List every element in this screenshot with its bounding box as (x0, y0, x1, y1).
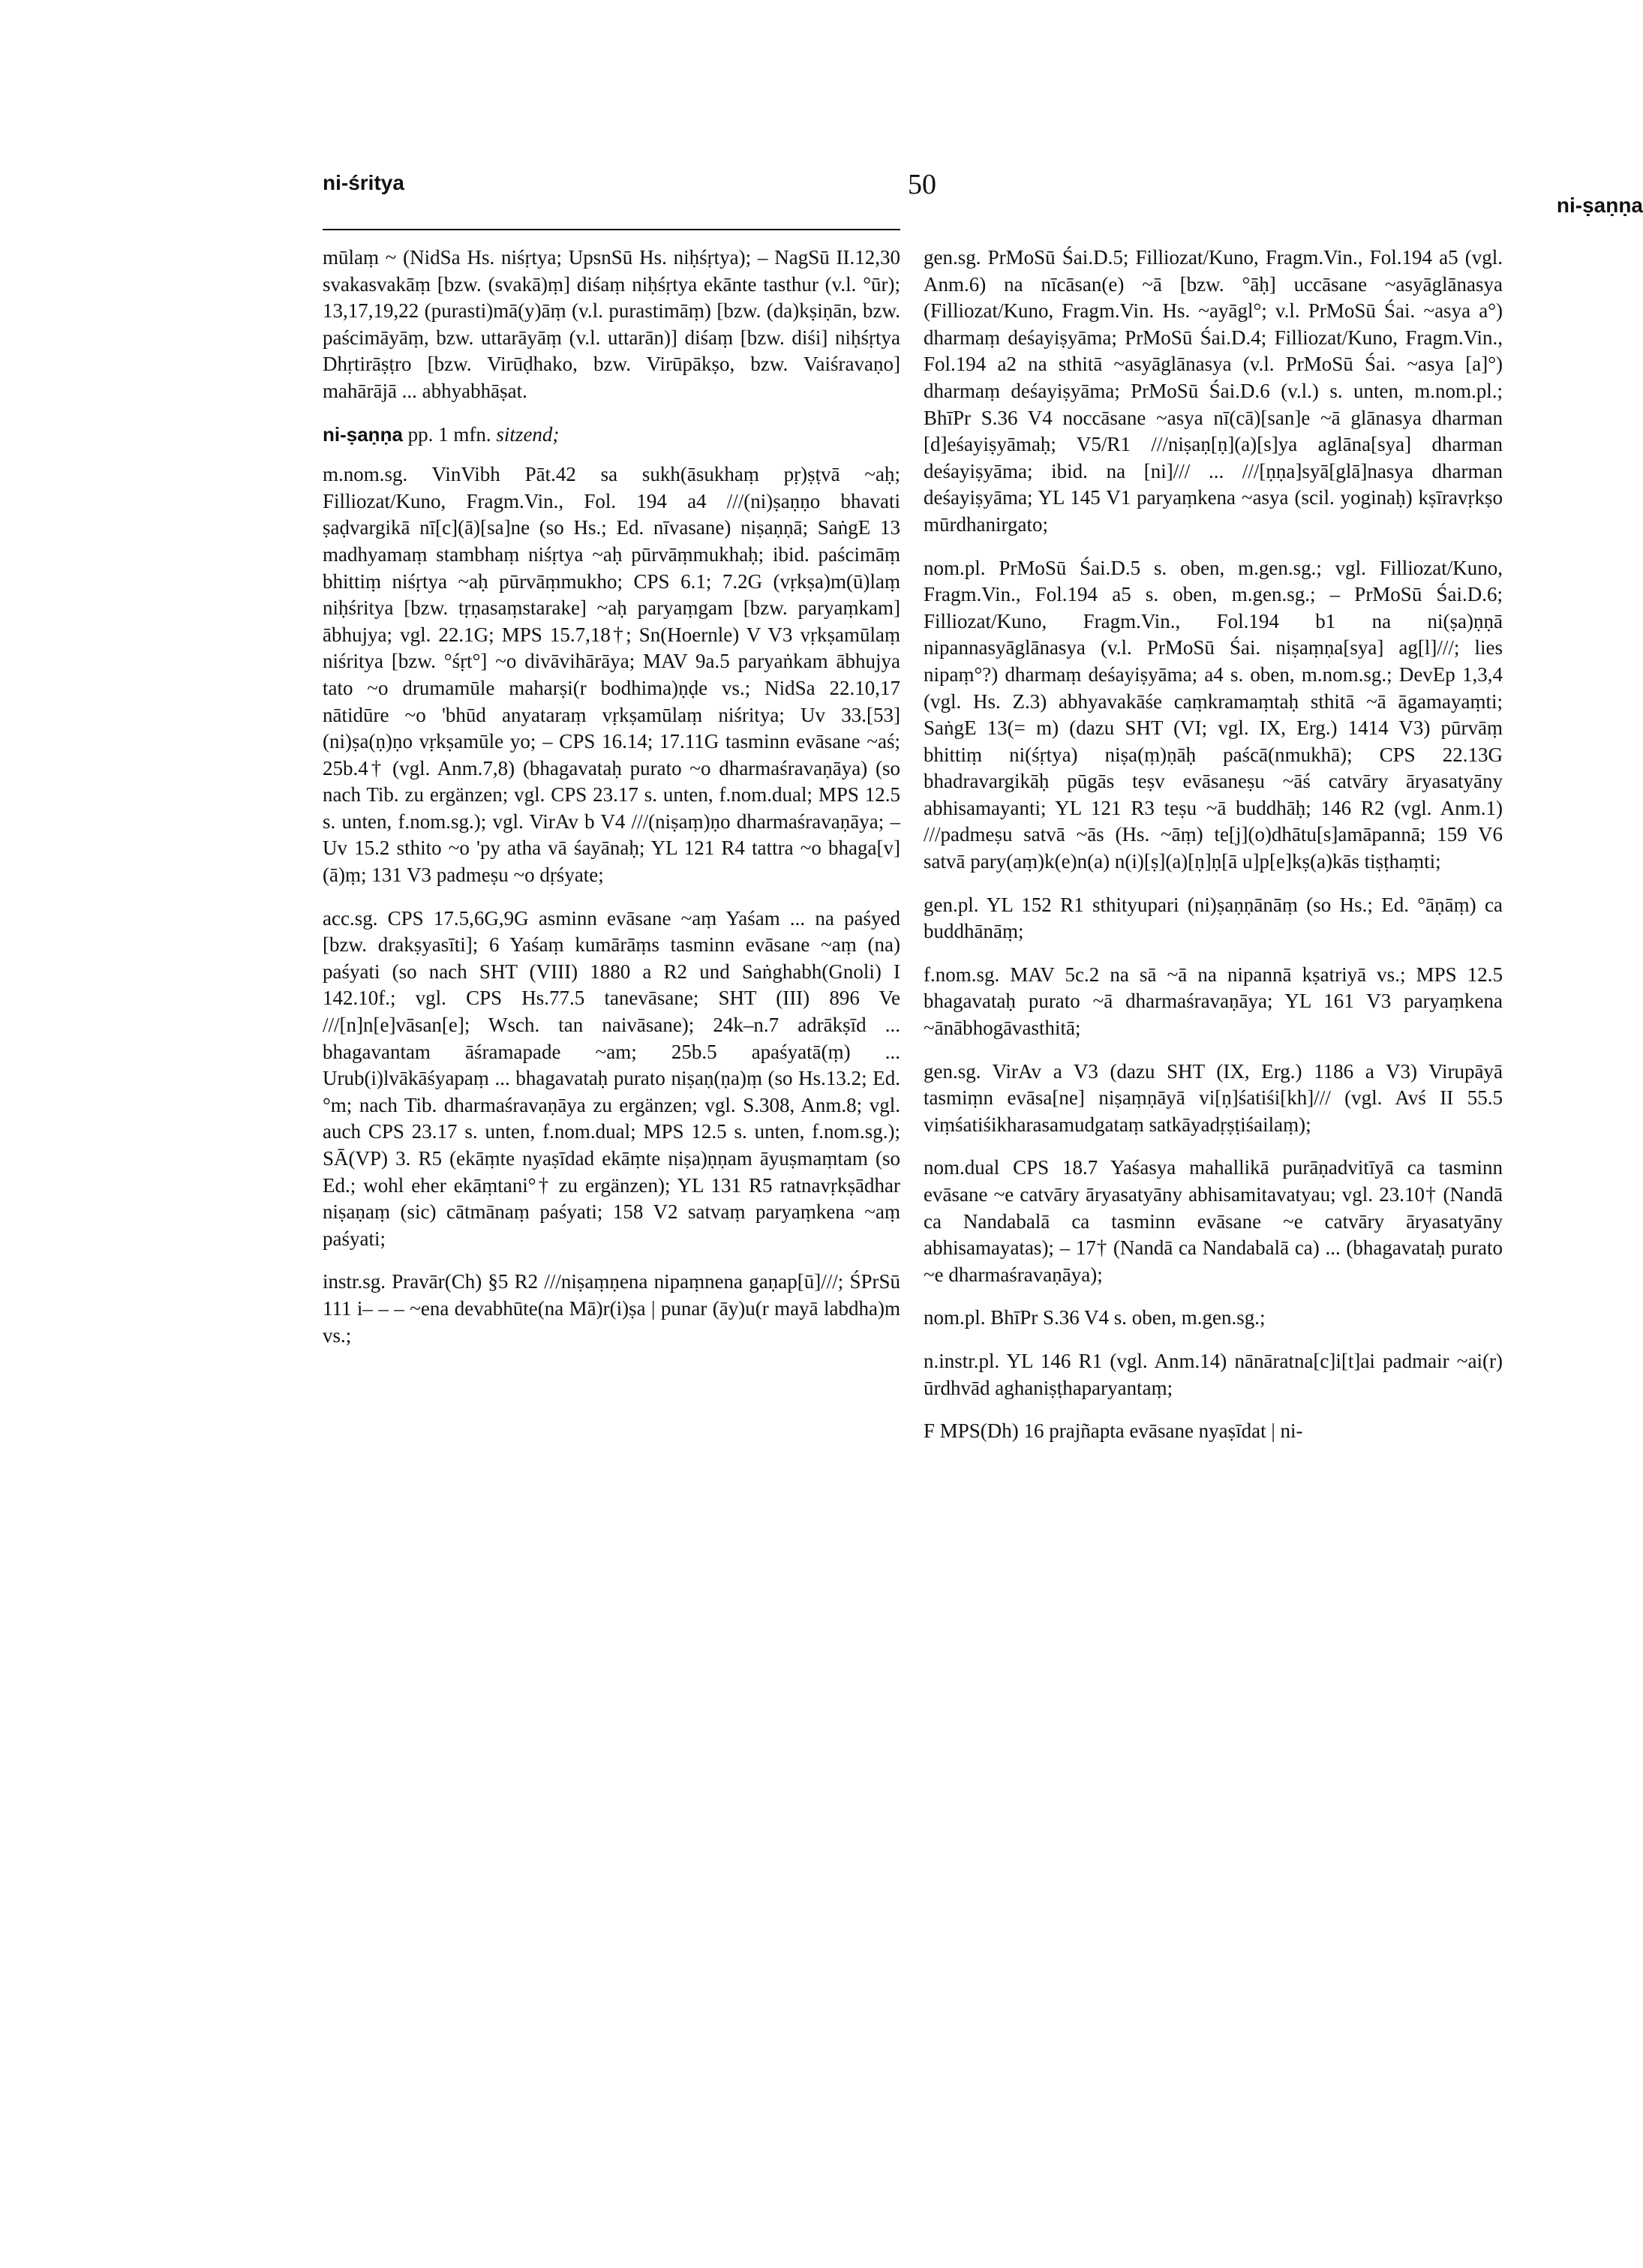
right-column (924, 245, 1503, 1461)
part-of-speech: pp. 1 mfn. (407, 422, 491, 446)
paragraph-m-nom-sg: m.nom.sg. VinVibh Pāt.42 sa sukh(āsukhaṃ pṛ)ṣṭvā ~aḥ; Filliozat/Kuno, Fragm.Vin., Fol. 194 a4 ///(ni)ṣaṇṇo bhavati ṣaḍvargikā nī[c](ā)[sa]ne (so Hs.; Ed. nīvasane) niṣaṇṇā; SaṅgE 13 madhyamaṃ stambhaṃ niśṛtya ~aḥ pūrvāṃmukhaḥ; ibid. paścimāṃ bhittiṃ niśṛtya ~aḥ pūrvāṃmukho; CPS 6.1; 7.2G (vṛkṣa)m(ū)laṃ niḥśritya [bzw. tṛṇasaṃstarake] ~aḥ paryaṃgam [bzw. paryaṃkam] ābhujya; vgl. 22.1G; MPS 15.7,18†; Sn(Hoernle) V V3 vṛkṣamūlaṃ niśritya [bzw. °śṛt°] ~o divāvihārāya; MAV 9a.5 paryaṅkam ābhujya tato ~o drumamūle maharṣi(r bodhima)ṇḍe vs.; NidSa 22.10,17 nātidūre ~o 'bhūd anyataraṃ vṛkṣamūlaṃ niśritya; Uv 33.[53] (ni)ṣa(ṇ)ṇo vṛkṣamūle yo; – CPS 16.14; 17.11G tasminn evāsane ~aś; 25b.4† (vgl. Anm.7,8) (bhagavataḥ purato ~o dharmaśravaṇāya) (so nach Tib. zu ergänzen; vgl. CPS 23.17 s. unten, f.nom.dual; MPS 12.5 s. unten, f.nom.sg.); vgl. VirAv b V4 ///(niṣaṃ)ṇo dharmaśravaṇāya; – Uv 15.2 sthito ~o 'py atha vā śayānaḥ; YL 121 R4 tattra ~o bhaga[v](ā)ṃ; 131 V3 padmeṣu ~o dṛśyate; (323, 463, 900, 887)
entry-heading (323, 422, 900, 449)
paragraph-gen-pl: gen.pl. YL 152 R1 sthityupari (ni)ṣaṇṇānāṃ (so Hs.; Ed. °āṇāṃ) ca buddhānāṃ; (924, 893, 1503, 943)
paragraph-f-section: F MPS(Dh) 16 prajñapta evāsane nyaṣīdat | ni- (924, 1419, 1303, 1443)
paragraph-continuation: mūlaṃ ~ (NidSa Hs. niśṛtya; UpsnSū Hs. niḥśṛtya); – NagSū II.12,30 svakasvakāṃ [bzw. (svakā)ṃ] diśaṃ niḥśṛtya ekānte tasthur (v.l. °ūr); 13,17,19,22 (purasti)mā(y)āṃ (v.l. purastimāṃ) [bzw. (da)kṣiṇān, bzw. paścimāyāṃ, bzw. uttarāyāṃ (v.l. uttarān)] diśaṃ [bzw. diśi] niḥśṛtya Dhṛtirāṣṭro [bzw. Virūḍhako, bzw. Virūpākṣo, bzw. Vaiśravaṇo] mahārājā ... abhyabhāṣat. (323, 246, 900, 402)
page-number: 50 (908, 169, 936, 200)
paragraph-f-nom-pl: nom.pl. BhīPr S.36 V4 s. oben, m.gen.sg.; (924, 1306, 1266, 1329)
header-rule (323, 229, 900, 230)
left-column (323, 245, 900, 1365)
paragraph-acc-sg: acc.sg. CPS 17.5,6G,9G asminn evāsane ~aṃ Yaśam ... na paśyed [bzw. drakṣyasīti]; 6 Yaśaṃ kumārāṃs tasminn evāsane ~aṃ (na) paśyati (so nach SHT (VIII) 1880 a R2 und Saṅghabh(Gnoli) I 142.10f.; vgl. CPS Hs.77.5 tanevāsane; SHT (III) 896 Ve ///[n]n[e]vāsan[e]; Wsch. tan naivāsane); 24k–n.7 adrākṣīd ... bhagavantam āśramapade ~am; 25b.5 apaśyatā(ṃ) ... Urub(i)lvākāśyapaṃ ... bhagavataḥ purato niṣaṇ(ṇa)ṃ (so Hs.13.2; Ed. °m; nach Tib. dharmaśravaṇāya zu ergänzen; vgl. S.308, Anm.8; vgl. auch CPS 23.17 s. unten, f.nom.dual; MPS 12.5 s. unten, f.nom.sg.); SĀ(VP) 3. R5 (ekāṃte nyaṣīdad ekāṃte niṣa)ṇṇam āyuṣmaṃtam (so Ed.; wohl eher ekāṃtani°† zu ergänzen); YL 131 R5 ratnavṛkṣādhar niṣaṇaṃ (sic) cātmānaṃ paśyati; 158 V2 satvaṃ paryaṃkena ~aṃ paśyati; (323, 906, 900, 1250)
gloss: sitzend; (496, 422, 560, 446)
paragraph-n-instr-pl: n.instr.pl. YL 146 R1 (vgl. Anm.14) nānāratna[c]i[t]ai padmair ~ai(r) ūrdhvād aghaniṣṭhaparyantaṃ; (924, 1349, 1503, 1399)
paragraph-nom-pl: nom.pl. PrMoSū Śai.D.5 s. oben, m.gen.sg.; vgl. Filliozat/Kuno, Fragm.Vin., Fol.194 a5 s. oben, m.gen.sg.; – PrMoSū Śai.D.6; Filliozat/Kuno, Fragm.Vin., Fol.194 b1 na ni(ṣa)ṇṇā nipannasyāglānasya (v.l. PrMoSū Śai. niṣaṃṇa[sya] ag[l]///; lies nipaṃ°?) dharmaṃ deśayiṣyāma; a4 s. oben, m.nom.sg.; DevEp 1,3,4 (vgl. Hs. Z.3) abhyavakāśe caṃkramaṃtaḥ sthitā ~ā āgamayaṃti; SaṅgE 13(= m) (dazu SHT (VI; vgl. IX, Erg.) 1414 V3) pūrvāṃ bhittiṃ ni(śṛtya) niṣa(ṃ)ṇāḥ paścā(nmukhā); CPS 22.13G bhadravargikāḥ pūgās teṣv evāsaneṣu ~āś catvāry āryasatyāny abhisamayanti; YL 121 R3 teṣu ~ā buddhāḥ; 146 R2 (vgl. Anm.1) ///padmeṣu satvā ~ās (Hs. ~āṃ) te[j](o)dhātu[s]amāpannā; 159 V6 satvā pary(aṃ)k(e)n(a) n(i)[ṣ](a)[ṇ]ṇ[ā u]p[e]kṣ(a)kās tiṣṭhaṃti; (924, 556, 1503, 873)
paragraph-f-nom-sg: f.nom.sg. MAV 5c.2 na sā ~ā na nipannā kṣatriyā vs.; MPS 12.5 bhagavataḥ purato ~ā dharmaśravaṇāya; YL 161 V3 paryaṃkena ~ānābhogāvasthitā; (924, 963, 1503, 1040)
paragraph-gen-sg: gen.sg. PrMoSū Śai.D.5; Filliozat/Kuno, Fragm.Vin., Fol.194 a5 (vgl. Anm.6) na nīcāsan(e) ~ā [bzw. °āḥ] uccāsane ~asyāglānasya (Filliozat/Kuno, Fragm.Vin. Hs. ~ayāgl°; v.l. PrMoSū Śai. ~asya a°) dharmaṃ deśayiṣyāma; PrMoSū Śai.D.4; Filliozat/Kuno, Fragm.Vin., Fol.194 a2 na sthitā ~asyāglānasya (v.l. PrMoSū Śai. ~asya [a]°) dharmaṃ deśayiṣyāma; PrMoSū Śai.D.6 (v.l.) s. unten, m.nom.pl.; BhīPr S.36 V4 noccāsane ~asya nī(cā)[san]e ~ā glānasya dharman [d]eśayiṣyāmaḥ; V5/R1 ///niṣaṇ[ṇ](a)[s]ya aglāna[sya] dharman deśayiṣyāma; ibid. na [ni]/// ... ///[ṇṇa]syā[glā]nasya dharman deśayiṣyāma; YL 145 V1 paryaṃkena ~asya (scil. yoginaḥ) kṣīravṛkṣo mūrdhanirgato; (924, 246, 1503, 536)
running-head-left: ni-śritya (323, 171, 404, 194)
paragraph-nom-dual: nom.dual CPS 18.7 Yaśasya mahallikā purāṇadvitīyā ca tasminn evāsane ~e catvāry āryasatyāny abhisamitavatyau; vgl. 23.10† (Nandā ca Nandabalā ca tasminn evāsane ~e catvāry āryasatyāny abhisamayatas); – 17† (Nandā ca Nandabalā ca) ... (bhagavataḥ purato ~e dharmaśravaṇāya); (924, 1156, 1503, 1286)
headword: ni-ṣaṇṇa (323, 422, 403, 446)
paragraph-instr-sg: instr.sg. Pravār(Ch) §5 R2 ///niṣaṃṇena nipaṃnena gaṇap[ū]///; ŚPrSū 111 i– – – ~ena devabhūte(na Mā)r(i)ṣa | punar (āy)u(r mayā labdha)m vs.; (323, 1270, 900, 1347)
paragraph-f-gen-sg: gen.sg. VirAv a V3 (dazu SHT (IX, Erg.) 1186 a V3) Virupāyā tasmiṃn evāsa[ne] niṣaṃṇāyā vi[ṇ]śatiśi[kh]/// (vgl. Avś II 55.5 viṃśatiśikharasamudgataṃ satkāyadṛṣṭiśailaṃ); (924, 1059, 1503, 1136)
running-head-right: ni-ṣaṇṇa (1556, 194, 1643, 217)
page-header (323, 169, 1643, 217)
